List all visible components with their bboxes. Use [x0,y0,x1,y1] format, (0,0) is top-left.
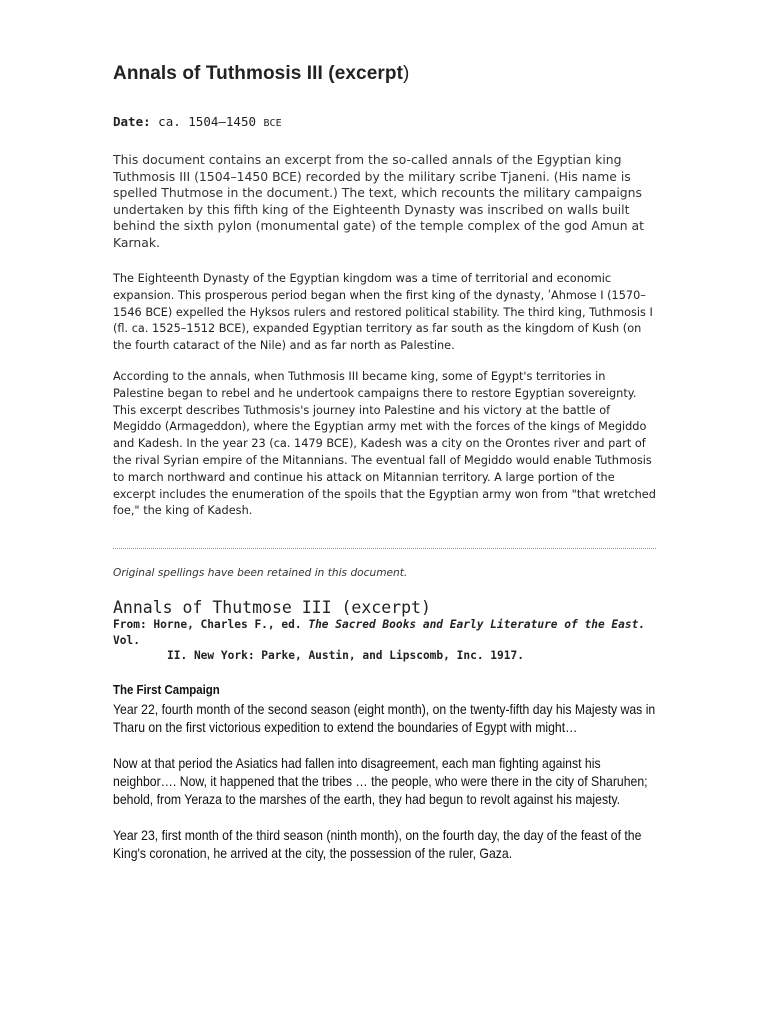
spelling-note: Original spellings have been retained in this document. [113,567,408,579]
document-title-text: Annals of Tuthmosis III (excerpt [113,63,403,84]
source-volume: Vol. [113,633,140,647]
dynasty-paragraph: The Eighteenth Dynasty of the Egyptian kingdom was a time of territorial and economic expansion. This prosperous period began when the first king of the dynasty, ʹAhmose I (1570–1546 BCE) expelled the Hyksos rulers and restored political stability. The third king, Tuthmosis I (fl. ca. 1525–1512 BCE), expanded Egyptian territory as far south as the kingdom of Kush (on the fourth cataract of the Nile) and as far north as Palestine. [113,272,653,353]
date-label: Date: [113,114,151,129]
date-line [113,114,282,129]
excerpt-paragraph: Now at that period the Asiatics had fallen into disagreement, each man fighting against his neighbor…. Now, it happened that the tribes … the people, who were there in the city of Sharuhen; behold, from Yeraza to the marshes of the earth, they had begun to revolt against his majesty. [113,755,648,807]
annals-paragraph: According to the annals, when Tuthmosis III became king, some of Egypt's territories in Palestine began to rebel and he undertook campaigns there to restore Egyptian sovereignty. This excerpt describes Tuthmosis's journey into Palestine and his victory at the battle of Megiddo (Armageddon), where the Egyptian army met with the forces of the kings of Megiddo and Kadesh. In the year 23 (ca. 1479 BCE), Kadesh was a city on the Orontes river and part of the rival Syrian empire of the Mitannians. The eventual fall of Megiddo would enable Tuthmosis to march northward and continue his attack on Mitannian territory. A large portion of the excerpt includes the enumeration of the spoils that the Egyptian army won from "that wretched foe," the king of Kadesh. [113,370,656,518]
intro-paragraph: This document contains an excerpt from the so-called annals of the Egyptian king Tuthmosis III (1504–1450 BCE) recorded by the military scribe Tjaneni. (His name is spelled Thutmose in the document.) The text, which recounts the military campaigns undertaken by this fifth king of the Eighteenth Dynasty was inscribed on walls built behind the sixth pylon (monumental gate) of the temple complex of the god Amun at Karnak. [113,152,644,250]
source-prefix: From: Horne, Charles F., ed. [113,618,309,631]
source-book-title: The Sacred Books and Early Literature of the East. [308,618,646,631]
excerpt-paragraph: Year 22, fourth month of the second season (eight month), on the twenty-fifth day his Majesty was in Tharu on the first victorious expedition to extend the boundaries of Egypt with might… [113,701,656,735]
excerpt-paragraph: Year 23, first month of the third season (ninth month), on the fourth day, the day of the feast of the King's coronation, he arrived at the city, the possession of the ruler, Gaza. [113,827,642,861]
excerpt-title: Annals of Thutmose III (excerpt) [113,598,431,617]
section-divider [113,548,656,549]
section-heading: The First Campaign [113,682,220,697]
document-title-close-paren: ) [403,63,410,84]
date-value: ca. 1504–1450 [150,114,264,129]
date-era: BCE [263,118,282,129]
document-title [113,63,409,85]
source-publisher: II. New York: Parke, Austin, and Lipscomb, Inc. 1917. [167,649,524,662]
source-citation [113,617,658,664]
